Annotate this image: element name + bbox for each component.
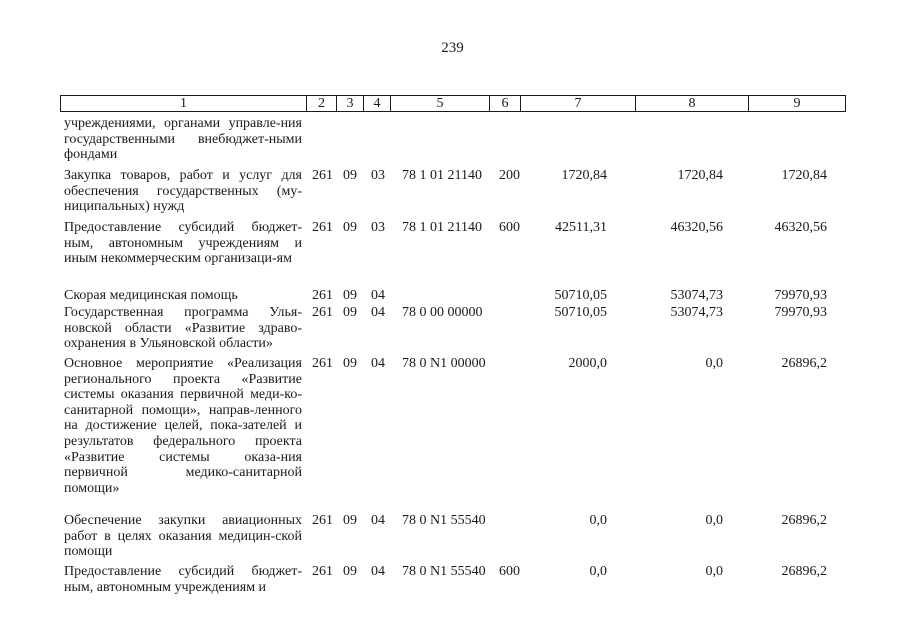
row-c2: 261 xyxy=(312,288,333,303)
header-cell: 6 xyxy=(489,96,520,111)
row-c4: 04 xyxy=(371,356,385,371)
row-name: Основное мероприятие «Реализация регионального проекта «Развитие системы оказания первичной меди-ко-санитарной помощи», направ-ленного на достижение целей, пока-зателей и результатов федерального проекта «Развитие системы оказа-ния первичной медико-санитарной помощи» xyxy=(64,356,302,496)
row-c4: 03 xyxy=(371,168,385,183)
row-name: учреждениями, органами управле-ния государственными внебюджет-ными фондами xyxy=(64,116,302,163)
row-c4: 04 xyxy=(371,305,385,320)
header-cell: 2 xyxy=(306,96,336,111)
row-c2: 261 xyxy=(312,564,333,579)
row-c9: 46320,56 xyxy=(774,220,827,235)
row-c6: 600 xyxy=(499,220,520,235)
row-c5: 78 1 01 21140 xyxy=(402,168,482,183)
row-name: Закупка товаров, работ и услуг для обеспечения государственных (му-ниципальных) нужд xyxy=(64,168,302,215)
row-c7: 50710,05 xyxy=(554,288,607,303)
row-c9: 26896,2 xyxy=(781,564,827,579)
row-c9: 1720,84 xyxy=(781,168,827,183)
row-c4: 04 xyxy=(371,288,385,303)
row-name: Предоставление субсидий бюджет-ным, автономным учреждениям и иным некоммерческим организаци-ям xyxy=(64,220,302,267)
header-cell: 9 xyxy=(748,96,845,111)
row-c2: 261 xyxy=(312,168,333,183)
header-cell: 8 xyxy=(635,96,748,111)
row-c8: 0,0 xyxy=(705,513,723,528)
row-c2: 261 xyxy=(312,513,333,528)
row-c6: 200 xyxy=(499,168,520,183)
row-c8: 1720,84 xyxy=(677,168,723,183)
row-c2: 261 xyxy=(312,305,333,320)
row-c7: 50710,05 xyxy=(554,305,607,320)
row-c3: 09 xyxy=(343,356,357,371)
row-c8: 53074,73 xyxy=(670,288,723,303)
row-c5: 78 0 N1 55540 xyxy=(402,564,486,579)
row-c9: 79970,93 xyxy=(774,305,827,320)
row-c5: 78 0 N1 55540 xyxy=(402,513,486,528)
row-c5: 78 0 N1 00000 xyxy=(402,356,486,371)
row-name: Обеспечение закупки авиационных работ в целях оказания медицин-ской помощи xyxy=(64,513,302,560)
row-c5: 78 1 01 21140 xyxy=(402,220,482,235)
row-c9: 26896,2 xyxy=(781,513,827,528)
row-c3: 09 xyxy=(343,220,357,235)
row-c4: 04 xyxy=(371,513,385,528)
row-c6: 600 xyxy=(499,564,520,579)
row-c3: 09 xyxy=(343,513,357,528)
row-c9: 79970,93 xyxy=(774,288,827,303)
row-c8: 46320,56 xyxy=(670,220,723,235)
row-c7: 2000,0 xyxy=(568,356,607,371)
row-c7: 0,0 xyxy=(589,564,607,579)
row-name: Предоставление субсидий бюджет-ным, автономным учреждениям и xyxy=(64,564,302,595)
row-c3: 09 xyxy=(343,288,357,303)
row-c4: 03 xyxy=(371,220,385,235)
row-c9: 26896,2 xyxy=(781,356,827,371)
row-c8: 0,0 xyxy=(705,564,723,579)
table-header xyxy=(60,95,846,112)
row-name: Государственная программа Улья-новской области «Развитие здраво-охранения в Ульяновской области» xyxy=(64,305,302,352)
row-name: Скорая медицинская помощь xyxy=(64,288,238,303)
row-c8: 53074,73 xyxy=(670,305,723,320)
row-c7: 1720,84 xyxy=(561,168,607,183)
row-c5: 78 0 00 00000 xyxy=(402,305,483,320)
row-c7: 42511,31 xyxy=(555,220,607,235)
row-c3: 09 xyxy=(343,564,357,579)
row-c2: 261 xyxy=(312,356,333,371)
row-c3: 09 xyxy=(343,168,357,183)
row-c7: 0,0 xyxy=(589,513,607,528)
header-cell: 5 xyxy=(390,96,489,111)
page-number: 239 xyxy=(441,40,464,56)
header-cell: 1 xyxy=(180,96,187,111)
row-c2: 261 xyxy=(312,220,333,235)
row-c4: 04 xyxy=(371,564,385,579)
header-cell: 3 xyxy=(336,96,363,111)
header-cell: 4 xyxy=(363,96,390,111)
row-c3: 09 xyxy=(343,305,357,320)
header-cell: 7 xyxy=(520,96,635,111)
row-c8: 0,0 xyxy=(705,356,723,371)
